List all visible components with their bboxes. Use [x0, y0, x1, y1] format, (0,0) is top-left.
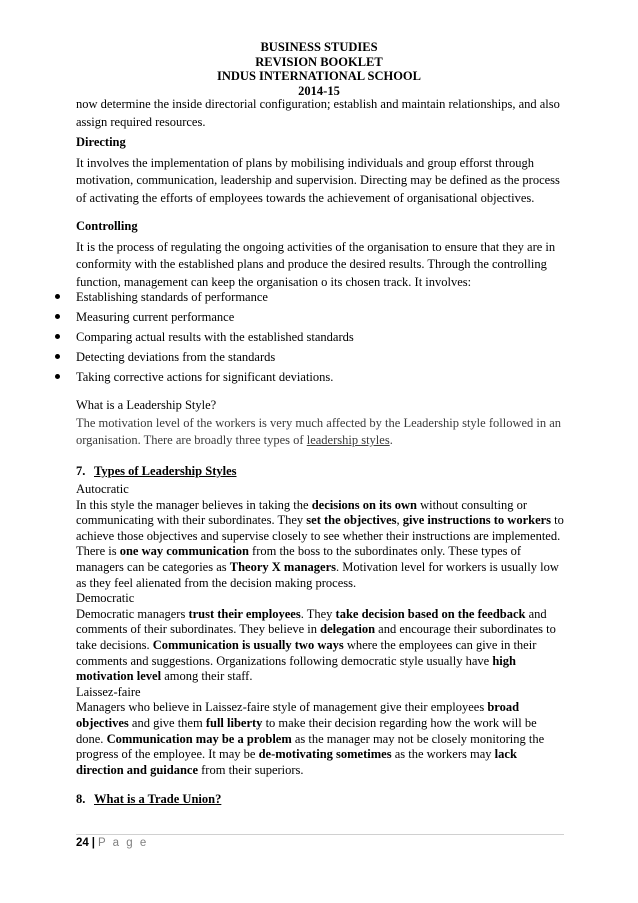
autocratic-text: In this style the manager believes in taking the decisions on its own without consulting or communicating with their subordinates. They set the objectives, give instructions to workers to achieve those objectives and supervise closely to see whether their instructions are implemented. There is one way communication from the boss to the subordinates only. These types of managers can be categories as Theory X managers. Motivation level for workers is usually low as they feel alienated from the decision making process. [76, 497, 564, 590]
footer-divider [76, 834, 564, 835]
page-header [0, 40, 638, 98]
bullet-icon [55, 294, 60, 299]
directing-text: It involves the implementation of plans by mobilising individuals and group efforst through motivation, communication, leadership and supervision. Directing may be defined as the process of activating the efforts of employees towards the achievement of organisational objectives. [76, 155, 560, 205]
header-year: 2014-15 [298, 83, 340, 98]
autocratic-label: Autocratic [76, 482, 129, 496]
controlling-section [76, 218, 566, 291]
page-footer [76, 837, 148, 849]
section-8-title: What is a Trade Union? [94, 792, 222, 806]
intro-text: now determine the inside directorial configuration; establish and maintain relationships, and also assign required resources. [76, 97, 560, 129]
section-7-number: 7. [76, 464, 86, 478]
laissez-faire-label: Laissez-faire [76, 684, 141, 699]
controlling-bullet-list [52, 287, 572, 387]
header-booklet: REVISION BOOKLET [255, 54, 383, 69]
footer-separator: | [91, 837, 96, 849]
list-item: Establishing standards of performance [52, 287, 572, 307]
bullet-icon [55, 334, 60, 339]
bullet-icon [55, 314, 60, 319]
header-subject: BUSINESS STUDIES [260, 40, 378, 54]
leadership-styles-link[interactable]: leadership styles [306, 433, 390, 448]
list-item: Taking corrective actions for significant deviations. [52, 367, 572, 387]
intro-paragraph [76, 96, 566, 131]
header-school: INDUS INTERNATIONAL SCHOOL [217, 69, 421, 84]
laissez-faire-text: Managers who believe in Laissez-faire style of management give their employees broad objectives and give them full liberty to make their decision regarding how the work will be done. Communication may be a problem as the manager may not be closely monitoring the progress of the employee. It may be de-motivating sometimes as the workers may lack direction and guidance from their superiors. [76, 700, 545, 777]
leadership-question-section [76, 397, 566, 450]
bullet-icon [55, 374, 60, 379]
section-8-number: 8. [76, 792, 86, 806]
list-item: Detecting deviations from the standards [52, 347, 572, 367]
section-7-heading [76, 464, 237, 479]
controlling-text: It is the process of regulating the ongoing activities of the organisation to ensure that they are in conformity with the established plans and produce the desired results. Through the controlling function, management can keep the organisation o its chosen track. It involves: [76, 239, 556, 289]
bullet-icon [55, 354, 60, 359]
section-7-title: Types of Leadership Styles [94, 464, 237, 478]
directing-section [76, 134, 566, 207]
list-item: Measuring current performance [52, 307, 572, 327]
list-item: Comparing actual results with the established standards [52, 327, 572, 347]
democratic-text: Democratic managers trust their employees. They take decision based on the feedback and comments of their subordinates. They believe in delegation and encourage their subordinates to take decisions. Communication is usually two ways where the employees can give in their comments and suggestions. Organizations following democratic style usually have high motivation level among their staff. [76, 606, 556, 684]
page-number: 24 [76, 837, 89, 849]
directing-heading: Directing [76, 135, 126, 149]
controlling-heading: Controlling [76, 219, 138, 233]
leadership-styles-body [76, 482, 566, 778]
page-word: P a g e [98, 837, 149, 849]
democratic-label: Democratic [76, 591, 135, 606]
section-8-heading [76, 792, 221, 807]
leadership-question-title: What is a Leadership Style? [76, 398, 217, 412]
leadership-question-text: The motivation level of the workers is very much affected by the Leadership style followed in an organisation. There are broadly three types of leadership styles. [76, 415, 562, 448]
